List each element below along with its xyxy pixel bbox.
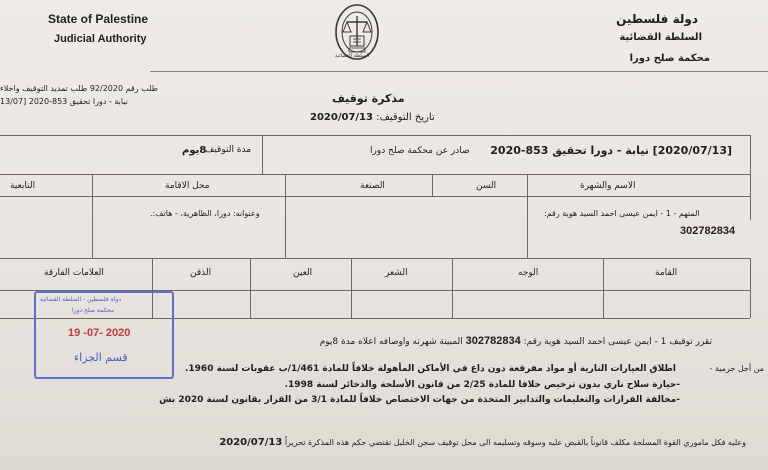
table1-header-profession: الصنعة <box>360 181 385 191</box>
accused-address: وعنوانه: دورا، الظاهرية، - هاتف:. <box>150 209 260 218</box>
header-divider <box>150 71 768 72</box>
decision-prefix: تقرر توقيف 1 - ايمن عيسى احمد السيد هوية رقم: <box>523 337 712 347</box>
detention-period-value: 8يوم <box>182 145 207 156</box>
table1-header-name: الاسم والشهرة <box>580 181 636 191</box>
case-row-divider <box>262 135 263 174</box>
table2-col-divider-3 <box>351 258 352 318</box>
detention-date-label: تاريخ التوقيف: <box>376 112 435 123</box>
table2-header-hair: الشعر <box>385 268 408 278</box>
table1-header-line <box>0 196 750 197</box>
header-court-ar: محكمة صلح دورا <box>629 53 710 64</box>
side-note-line2: نيابة - دورا تحقيق 853-2020 [13/07 <box>0 97 128 106</box>
charge-3: -مخالفة القرارات والتعليمات والتدابير المتخذة من جهات الاختصاص خلافاً للمادة 3/1 من القرار بقانون لسنة 2020 بش <box>159 395 680 405</box>
stamp-department: قسم الجزاء <box>74 351 128 364</box>
table1-col-divider-2 <box>432 174 433 196</box>
header-state-en: State of Palestine <box>48 12 149 26</box>
table2-header-marks: العلامات الفارقة <box>44 268 104 278</box>
table-right-border <box>750 135 751 220</box>
table1-col-divider-4 <box>92 174 93 258</box>
detention-date-value: 2020/07/13 <box>310 112 373 123</box>
stamp-line1: دولة فلسطين - السلطة القضائية <box>40 296 122 303</box>
document-title: مذكرة توقيف <box>332 92 405 105</box>
stamp-line2: محكمة صلح دورا <box>72 307 114 314</box>
footer-text: وعليه فكل ماموري القوة المسلحة مكلف قانوناً بالقبض عليه وسوقه وتسليمه الى محل توقيف سجن الخليل تقتضي حكم هذه المذكرة تحريراً <box>284 438 746 447</box>
table2-col-divider-4 <box>250 258 251 318</box>
accused-name-line: المتهم - 1 - ايمن عيسى احمد السيد هوية رقم: <box>544 209 700 218</box>
table2-right-border <box>750 258 751 318</box>
case-row-bottom-line <box>0 174 750 175</box>
case-issued-by: صادر عن محكمة صلح دورا <box>370 146 470 156</box>
table2-header-face: الوجه <box>518 268 539 278</box>
decision-line <box>320 335 712 347</box>
case-reference: [2020/07/13] نيابة - دورا تحقيق 853-2020 <box>490 144 732 157</box>
table2-header-chin: الذقن <box>190 268 212 278</box>
detention-date-row <box>310 112 435 123</box>
table1-header-nationality: التابعية <box>10 181 36 191</box>
table1-col-divider-3 <box>285 174 286 258</box>
table1-col-divider-1 <box>527 174 528 258</box>
side-note-line1: طلب رقم 92/2020 طلب تمديد التوقيف واخلاء <box>0 84 159 93</box>
detention-period-label: مدة التوقيف <box>205 145 252 155</box>
case-row-top-line <box>0 135 750 136</box>
footer-line <box>219 437 746 448</box>
emblem-caption: السلطة القضائية <box>335 53 370 59</box>
header-authority-en: Judicial Authority <box>54 33 147 45</box>
table1-header-age: السن <box>476 181 497 191</box>
header-state-ar: دولة فلسطين <box>616 12 698 26</box>
table2-header-eye: العين <box>293 268 313 278</box>
stamp-date: 19 -07- 2020 <box>68 327 131 339</box>
decision-id: 302782834 <box>465 335 521 347</box>
table2-col-divider-1 <box>603 258 604 318</box>
footer-date: 2020/07/13 <box>219 437 283 448</box>
table2-col-divider-2 <box>452 258 453 318</box>
table1-header-residence: محل الاقامة <box>165 181 210 191</box>
charge-label: من أجل جرمية - <box>709 364 764 373</box>
table2-header-height: القامة <box>655 268 678 278</box>
accused-id-number: 302782834 <box>680 225 736 237</box>
charge-2: -حيازة سلاح ناري بدون ترخيص خلافا للمادة 2/25 من قانون الأسلحة والذخائر لسنة 1998. <box>284 380 680 390</box>
decision-suffix: المبينة شهرته واوصافه اعلاه مدة 8يوم <box>319 337 463 347</box>
header-authority-ar: السلطة القضائية <box>619 32 702 43</box>
charge-1: اطلاق العيارات النارية أو مواد مفرقعة دون داع في الأماكن المأهولة خلافاً للمادة 1/461/ب عقوبات لسنة 1960. <box>184 364 676 374</box>
table1-bottom-line <box>0 258 750 259</box>
court-stamp <box>34 291 174 379</box>
